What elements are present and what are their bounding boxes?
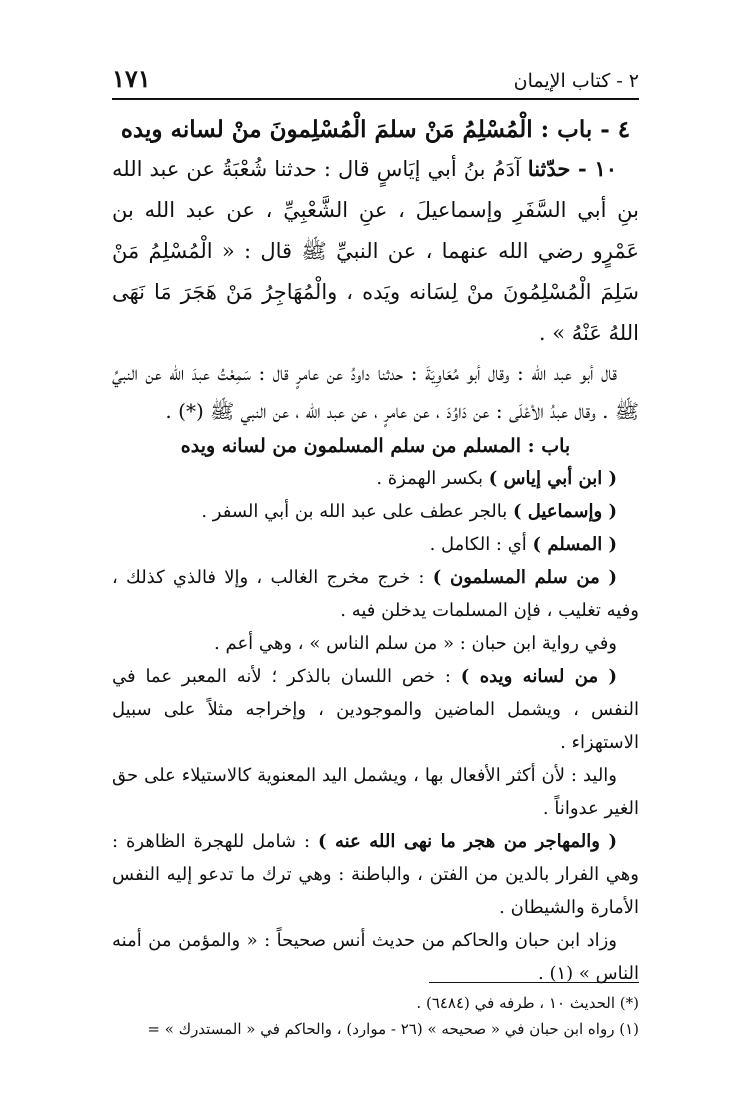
- commentary-text: وزاد ابن حبان والحاكم من حديث أنس صحيحاً : « والمؤمن من أمنه الناس » (١) .: [112, 930, 639, 984]
- commentary-entry: [112, 660, 639, 759]
- commentary-text: : خص اللسان بالذكر ؛ لأنه المعبر عما في النفس ، ويشمل الماضين والموجودين ، وإخراجه مثلاً على سبيل الاستهزاء .: [112, 666, 639, 753]
- commentary-term: ( ابن أبي إياس ): [488, 468, 617, 489]
- page-content: [112, 112, 639, 990]
- commentary-entry: [112, 528, 639, 561]
- running-title: ٢ - كتاب الإيمان: [513, 70, 639, 92]
- page-number: ١٧١: [112, 64, 151, 93]
- commentary-entry: [112, 924, 639, 990]
- commentary-text: واليد : لأن أكثر الأفعال بها ، ويشمل اليد المعنوية كالاستيلاء على حق الغير عدواناً .: [112, 765, 639, 819]
- commentary-term: ( من لسانه ويده ): [460, 666, 617, 687]
- commentary-text: بالجر عطف على عبد الله بن أبي السفر .: [201, 501, 513, 522]
- hadith-followup: قال أبو عبد الله : وقال أبو مُعَاوِيَةَ : حدثنا داودُ عن عامرٍ قال : سَمِعْتُ عبدَ الله عن النبيِّ ﷺ . وقال عبدُ الأعْلَى : عن دَاوُدَ ، عن عامرٍ ، عن عبد الله ، عن النبي ﷺ (*) .: [112, 361, 639, 423]
- commentary-text: وفي رواية ابن حبان : « من سلم الناس » ، وهي أعم .: [214, 633, 617, 654]
- footnote: (*) الحديث ١٠ ، طرفه في (٦٤٨٤) .: [416, 994, 639, 1012]
- page-header: [112, 62, 639, 100]
- hadith-text: [112, 148, 639, 354]
- commentary-entry: [112, 627, 639, 660]
- commentary-entry: [112, 462, 639, 495]
- footnotes: [112, 990, 639, 1042]
- commentary-entry: [112, 495, 639, 528]
- commentary-term: ( والمهاجر من هجر ما نهى الله عنه ): [317, 831, 617, 852]
- footnote: (١) رواه ابن حبان في « صحيحه » (٢٦ - موارد) ، والحاكم في « المستدرك » =: [147, 1020, 639, 1038]
- footnote-separator: [429, 982, 639, 983]
- commentary-title: باب : المسلم من سلم المسلمون من لسانه ويده: [180, 435, 571, 457]
- commentary-term: ( المسلم ): [532, 534, 617, 555]
- commentary-text: بكسر الهمزة .: [376, 468, 489, 489]
- commentary-text: أي : الكامل .: [429, 534, 533, 555]
- commentary-text: : شامل للهجرة الظاهرة : وهي الفرار بالدين من الفتن ، والباطنة : وهي ترك ما تدعو إليه النفس الأمارة والشيطان .: [112, 831, 639, 918]
- commentary-entry: [112, 825, 639, 924]
- commentary-term: ( من سلم المسلمون ): [432, 567, 617, 588]
- commentary-term: ( وإسماعيل ): [512, 501, 617, 522]
- commentary-entry: [112, 561, 639, 627]
- commentary-text: : خرج مخرج الغالب ، وإلا فالذي كذلك ، وفيه تغليب ، فإن المسلمات يدخلن فيه .: [112, 567, 639, 621]
- hadith-lead: ١٠ - حدّثنا: [527, 156, 617, 181]
- commentary-entry: [112, 759, 639, 825]
- chapter-title: ٤ - باب : الْمُسْلِمُ مَنْ سلمَ الْمُسْلِمونَ منْ لسانه ويده: [120, 116, 631, 143]
- hadith-body: آدَمُ بنُ أبي إيَاسٍ قال : حدثنا شُعْبَةُ عن عبد الله بنِ أبي السَّفَرِ وإسماعيلَ ، عنِ الشَّعْبِيِّ ، عن عبد الله بن عَمْرٍو رضي الله عنهما ، عن النبيِّ ﷺ قال : « الْمُسْلِمُ مَنْ سَلِمَ الْمُسْلِمُونَ منْ لِسَانه ويَده ، والْمُهَاجِرُ مَنْ هَجَرَ مَا نَهَى اللهُ عَنْهُ » .: [112, 157, 639, 345]
